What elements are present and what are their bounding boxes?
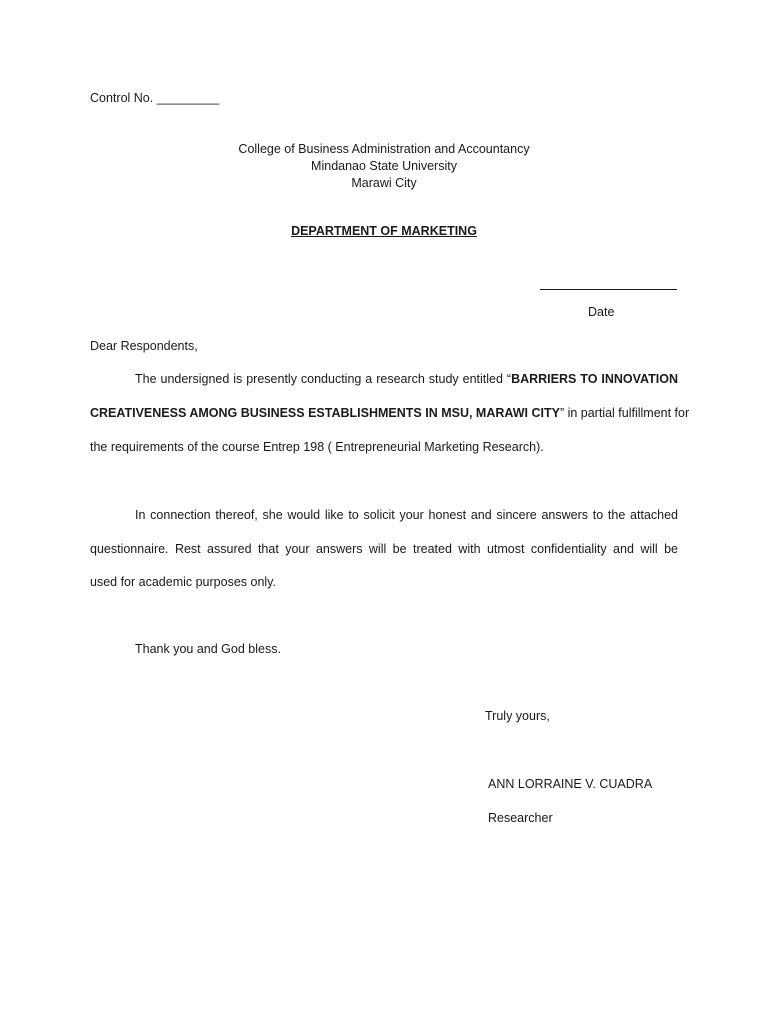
- department-title: DEPARTMENT OF MARKETING: [291, 224, 477, 238]
- university-name: Mindanao State University: [311, 159, 457, 173]
- control-number: Control No. _________: [90, 91, 220, 105]
- city-name: Marawi City: [351, 176, 417, 190]
- p1-line1-text: The undersigned is presently conducting a research study entitled “: [135, 372, 512, 386]
- study-title-part-2: CREATIVENESS AMONG BUSINESS ESTABLISHMENTS IN MSU, MARAWI CITY: [90, 406, 560, 420]
- paragraph-2-line-3: used for academic purposes only.: [90, 575, 276, 589]
- paragraph-2-line-2: questionnaire. Rest assured that your answers will be treated with utmost confidentiality and will be: [90, 542, 678, 556]
- college-name: College of Business Administration and Accountancy: [238, 142, 530, 156]
- p1-line2-text: ” in partial fulfillment for: [559, 406, 690, 420]
- date-blank-line: [540, 288, 677, 290]
- salutation: Dear Respondents,: [90, 339, 198, 353]
- paragraph-1-line-3: the requirements of the course Entrep 198 ( Entrepreneurial Marketing Research).: [90, 440, 544, 454]
- thank-you-line: Thank you and God bless.: [135, 642, 281, 656]
- paragraph-1-line-2: [90, 406, 690, 420]
- letterhead: [0, 141, 768, 192]
- date-label: Date: [588, 305, 615, 319]
- paragraph-1-line-1: [135, 372, 678, 386]
- signer-name: ANN LORRAINE V. CUADRA: [488, 777, 653, 791]
- paragraph-2-line-1: In connection thereof, she would like to solicit your honest and sincere answers to the attached: [135, 508, 678, 522]
- closing: Truly yours,: [485, 709, 550, 723]
- signer-role: Researcher: [488, 811, 553, 825]
- study-title-part-1: BARRIERS TO INNOVATION: [511, 372, 678, 386]
